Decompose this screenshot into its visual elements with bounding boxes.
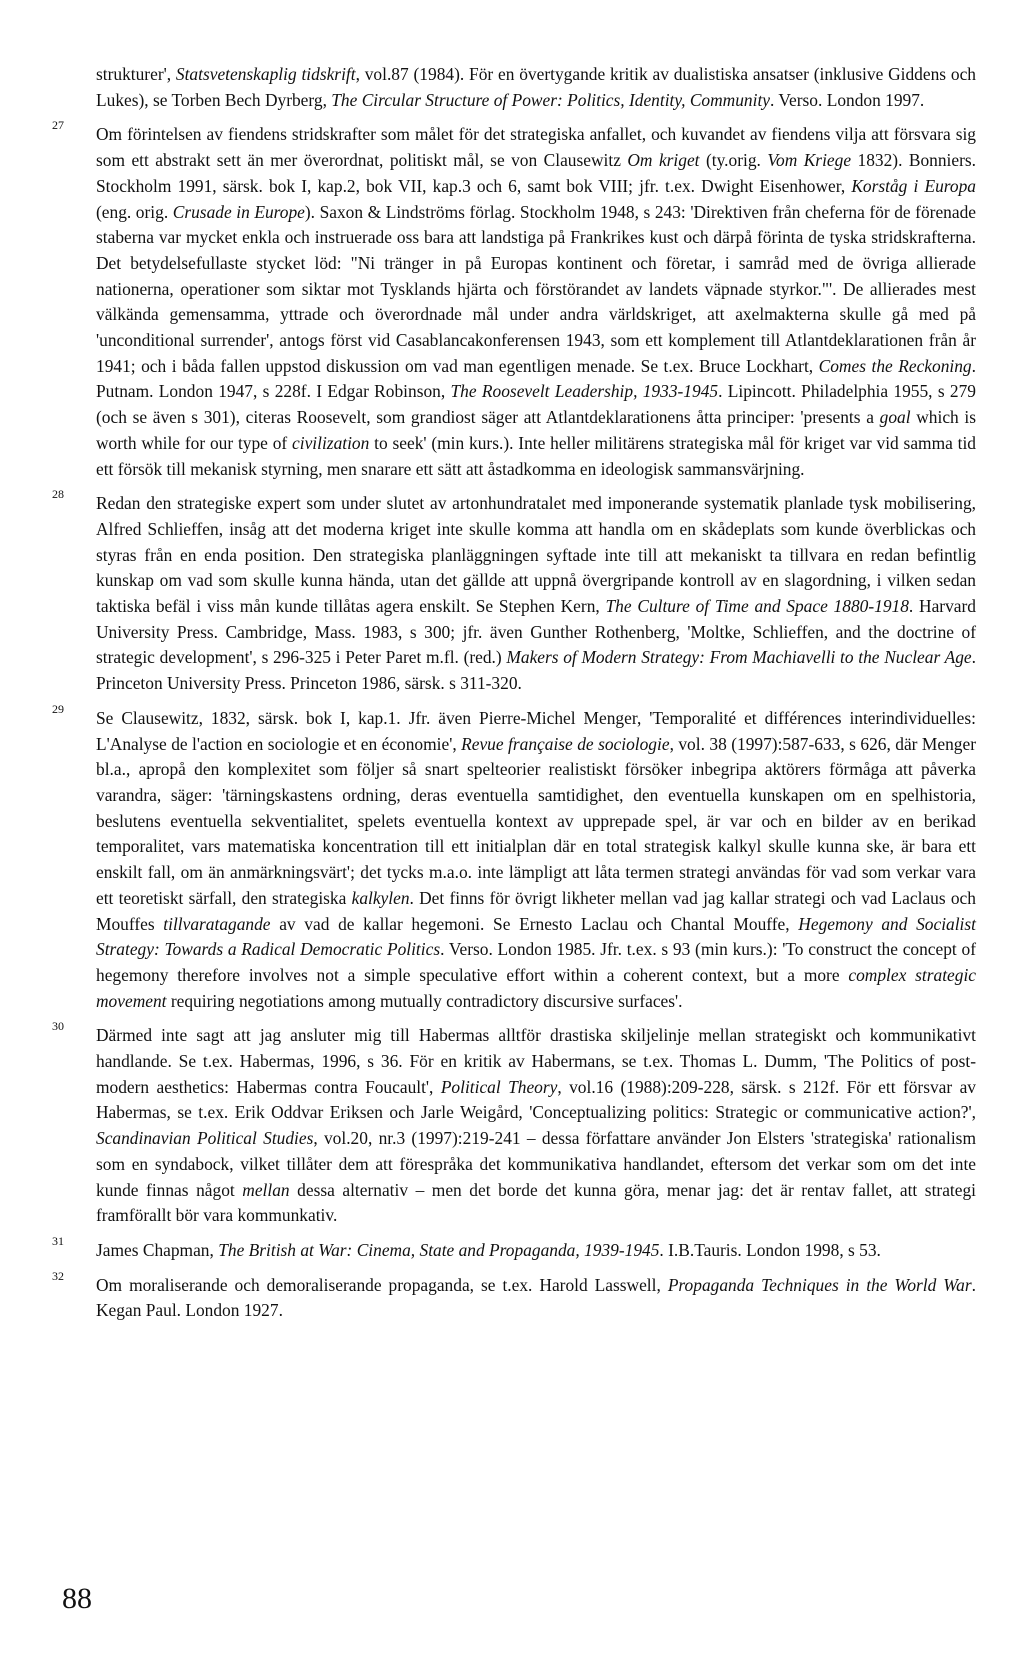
footnote-text: Redan den strategiske expert som under slutet av artonhundratalet med imponerande systematik planlade tysk mobilisering, Alfred Schlieffen, insåg att det moderna kriget inte skulle komma att handla om en skådeplats som kunde överblickas och styras från en enda position. Den strategiska planläggningen syftade inte till att mekaniskt ta tillvara en redan befintlig kunskap om vad som skulle kunna hända, utan det gällde att uppnå övergripande kontroll av en slagordning, i vilken sedan taktiska befäl i viss mån kunde tillåtas agera enskilt. Se Stephen Kern, The Culture of Time and Space 1880-1918. Harvard University Press. Cambridge, Mass. 1983, s 300; jfr. även Gunther Rothenberg, 'Moltke, Schlieffen, and the doctrine of strategic development', s 296-325 i Peter Paret m.fl. (red.) Makers of Modern Strategy: From Machiavelli to the Nuclear Age. Princeton University Press. Princeton 1986, särsk. s 311-320. <box>96 493 976 694</box>
footnote-text: Se Clausewitz, 1832, särsk. bok I, kap.1. Jfr. även Pierre-Michel Menger, 'Temporalité et différences interindividuelles: L'Analyse de l'action en sociologie et en économie', Revue française de sociologie, vol. 38 (1997):587-633, s 626, där Menger bl.a., apropå den komplexitet som följer så snart spelteorier realistiskt försöker inbegripa aktörers förmåga att påverka varandra, säger: 'tärningskastens ordning, deras eventuella samtidighet, den eventuella kunskapen om en spelhistoria, beslutens eventuella sekventialitet, spelets eventuella kontext av upprepade spel, är var och en bilder av en berikad temporalitet, vars matematiska koncentration till ett initialplan där en total strategisk kalkyl skulle kunna ske, är bara ett enskilt fall, om än anmärkningsvärt'; det tycks m.a.o. inte lämpligt att låta termen strategi användas för vad som verkar vara ett teoretiskt särfall, den strategiska kalkylen. Det finns för övrigt likheter mellan vad jag kallar strategi och vad Laclaus och Mouffes tillvaratagande av vad de kallar hegemoni. Se Ernesto Laclau och Chantal Mouffe, Hegemony and Socialist Strategy: Towards a Radical Democratic Politics. Verso. London 1985. Jfr. t.ex. s 93 (min kurs.): 'To construct the concept of hegemony therefore involves not a simple speculative effort within a coherent context, but a more complex strategic movement requiring negotiations among mutually contradictory discursive surfaces'. <box>96 707 976 1011</box>
footnote-number: 31 <box>52 1233 64 1248</box>
footnote-text: Om moraliserande och demoraliserande propaganda, se t.ex. Harold Lasswell, Propaganda Techniques in the World War. Kegan Paul. London 1927. <box>96 1274 977 1321</box>
footnote-number: 29 <box>52 701 64 716</box>
footnotes-block <box>52 62 976 1324</box>
page-number: 88 <box>62 1582 92 1615</box>
footnote-32 <box>52 1268 977 1324</box>
footnote-30 <box>52 1019 976 1229</box>
footnote-text: Därmed inte sagt att jag ansluter mig till Habermas alltför drastiska skiljelinje mellan strategiskt och kommunikativt handlande. Se t.ex. Habermas, 1996, s 36. För en kritik av Habermans, se t.ex. Thomas L. Dumm, 'The Politics of post-modern aesthetics: Habermas contra Foucault', Political Theory, vol.16 (1988):209-228, särsk. s 212f. För ett försvar av Habermas, se t.ex. Erik Oddvar Eriksen och Jarle Weigård, 'Conceptualizing politics: Strategic or communicative action?', Scandinavian Political Studies, vol.20, nr.3 (1997):219-241 – dessa författare använder Jon Elsters 'strategiska' rationalism som en syndabock, vilket tillåter dem att förespråka det kommunikativa handlandet, eftersom det verkar som om det inte kunde finnas något mellan dessa alternativ – men det borde det kunna göra, menar jag: det är rentav fallet, att strategi framförallt bör vara kommunkativ. <box>96 1025 976 1226</box>
footnote-number: 27 <box>52 118 64 133</box>
footnote-text: Om förintelsen av fiendens stridskrafter som målet för det strategiska anfallet, och kuvandet av fiendens vilja att försvara sig som ett abstrakt sett än mer överordnat, politiskt mål, se von Clausewitz Om kriget (ty.orig. Vom Kriege 1832). Bonniers. Stockholm 1991, särsk. bok I, kap.2, bok VII, kap.3 och 6, samt bok VIII; jfr. t.ex. Dwight Eisenhower, Korståg i Europa (eng. orig. Crusade in Europe). Saxon & Lindströms förlag. Stockholm 1948, s 243: 'Direktiven från cheferna för de förenade staberna var mycket enkla och instruerade oss bara att landstiga på Frankrikes kust och därpå förinta de tyska stridskrafterna. Det betydelsefullaste stycket löd: "Ni tränger in på Europas kontinent och företar, i samråd med de övriga allierade nationerna, operationer som siktar mot Tysklands hjärta och förstörandet av landets väpnade styrkor."'. De allierades mest välkända gemensamma, yttrade och överordnade mål under andra världskriget, att axelmakterna skulle gå med på 'unconditional surrender', antogs först vid Casablancakonferensen 1943, som ett komplement till Atlantdeklarationen från år 1941; och i båda fallen uppstod diskussion om vad man egentligen menade. Se t.ex. Bruce Lockhart, Comes the Reckoning. Putnam. London 1947, s 228f. I Edgar Robinson, The Roosevelt Leadership, 1933-1945. Lipincott. Philadelphia 1955, s 279 (och se även s 301), citeras Roosevelt, som grandiost säger att Atlantdeklarationens åtta principer: 'presents a goal which is worth while for our type of civilization to seek' (min kurs.). Inte heller militärens strategiska mål för kriget var vid samma tid ett försök till mekanisk styrning, men snarare ett sätt att åstadkomma en ideologisk sammansvärjning. <box>96 124 977 479</box>
footnote-29 <box>52 701 976 1014</box>
footnote-number: 28 <box>52 487 64 502</box>
footnote-28 <box>52 487 976 697</box>
footnote-number: 30 <box>52 1019 64 1034</box>
footnote-number: 32 <box>52 1268 64 1283</box>
footnote-31 <box>52 1233 976 1264</box>
footnote-continuation: strukturer', Statsvetenskaplig tidskrift, vol.87 (1984). För en övertygande kritik av dualistiska ansatser (inklusive Giddens och Lukes), se Torben Bech Dyrberg, The Circular Structure of Power: Politics, Identity, Community. Verso. London 1997. <box>96 64 976 110</box>
footnote-text: James Chapman, The British at War: Cinema, State and Propaganda, 1939-1945. I.B.Tauris. London 1998, s 53. <box>96 1239 881 1260</box>
footnote-27 <box>52 118 977 482</box>
